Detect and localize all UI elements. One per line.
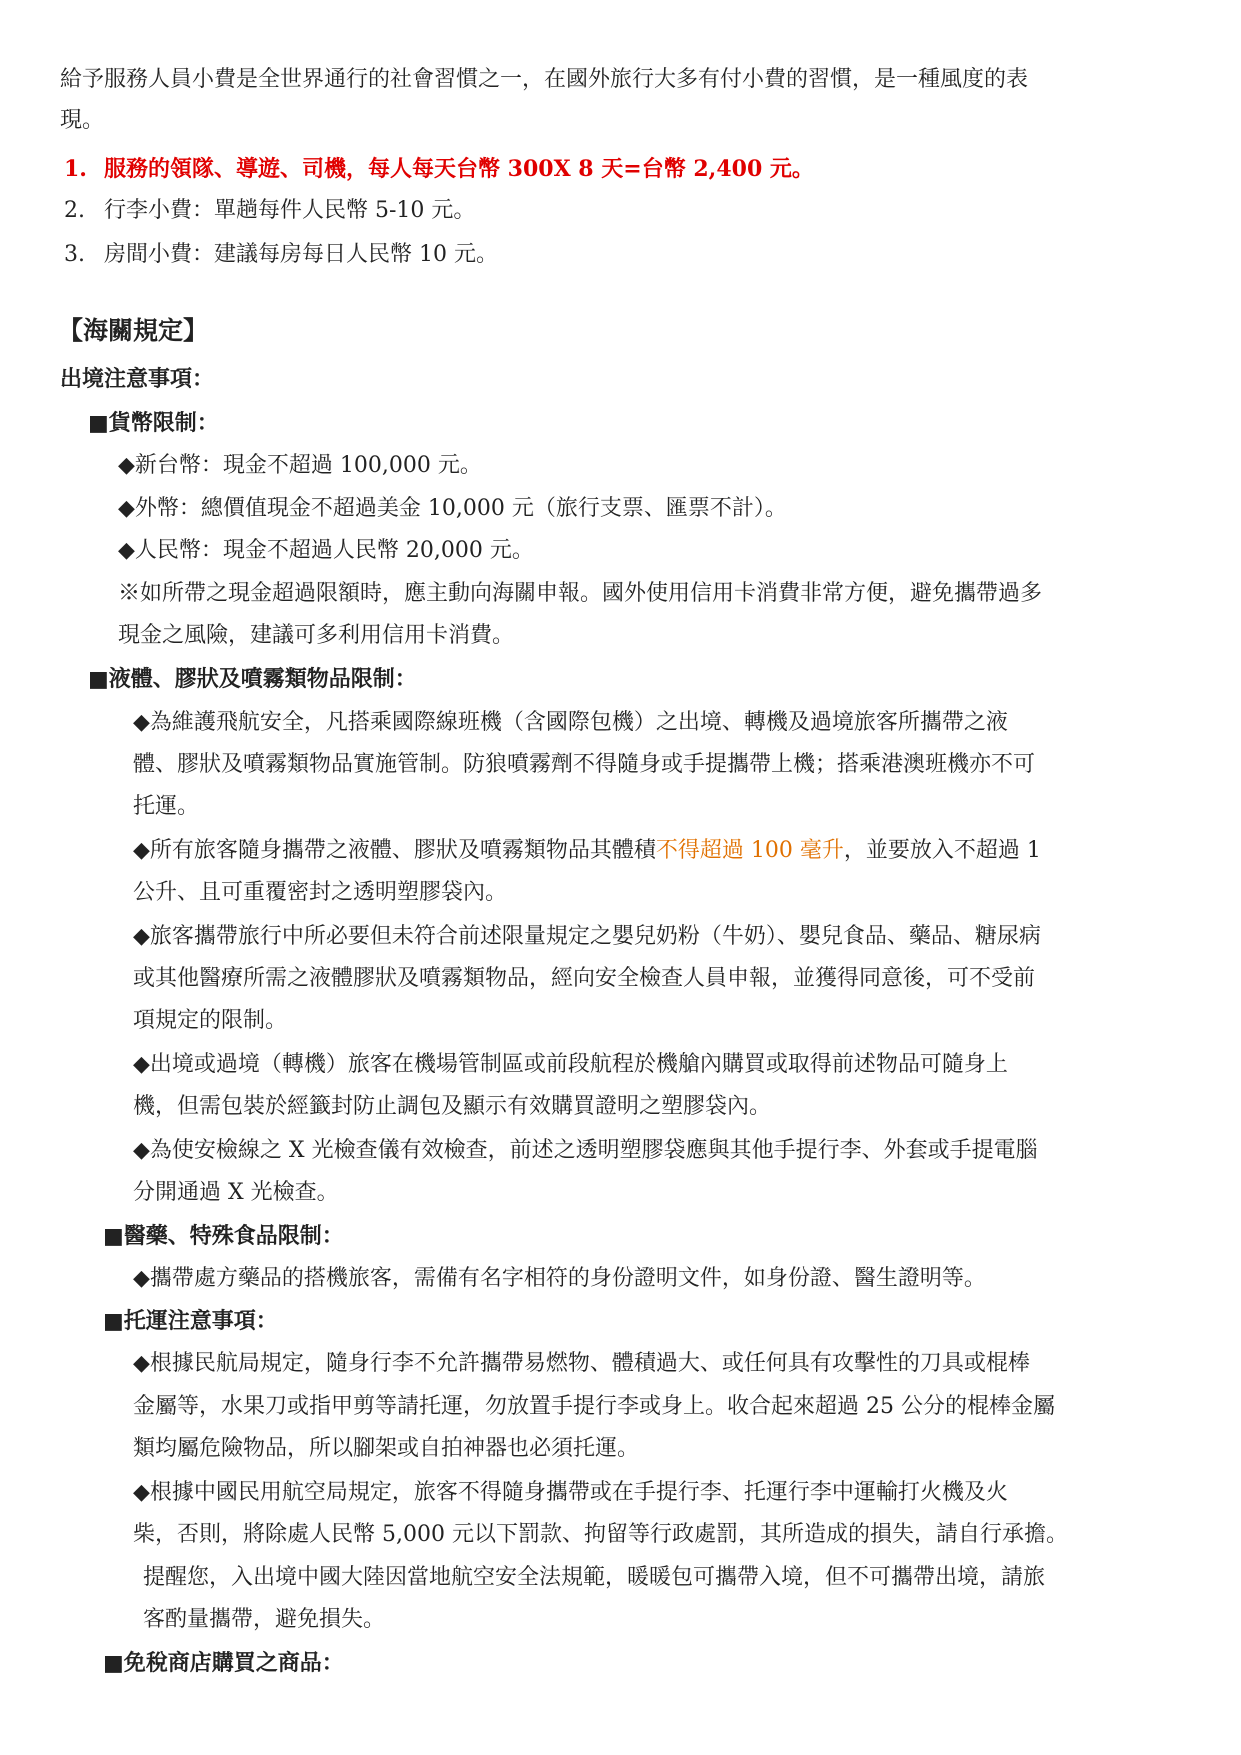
liquids-heading: ■液體、膠狀及噴霧類物品限制： — [88, 667, 417, 692]
medicine-item: ◆攜帶處方藥品的搭機旅客，需備有名字相符的身份證明文件，如身份證、醫生證明等。 — [133, 1266, 986, 1291]
currency-item-2: ◆外幣：總價值現金不超過美金 10,000 元（旅行支票、匯票不計）。 — [118, 496, 787, 521]
checkin-p2-line-2: 柴，否則，將除處人民幣 5,000 元以下罰款、拘留等行政處罰，其所造成的損失，請自行承擔。 — [133, 1522, 1068, 1547]
tip-item-2: 行李小費：單趟每件人民幣 5-10 元。 — [104, 198, 476, 223]
liquids-p1-line-3: 托運。 — [133, 794, 200, 819]
liquids-p3-line-1: ◆旅客攜帶旅行中所必要但未符合前述限量規定之嬰兒奶粉（牛奶）、嬰兒食品、藥品、糖尿病 — [133, 924, 1041, 949]
currency-item-3: ◆人民幣：現金不超過人民幣 20,000 元。 — [118, 538, 534, 563]
liquids-p5-line-2: 分開通過 X 光檢查。 — [133, 1180, 339, 1205]
tip-item-3: 房間小費：建議每房每日人民幣 10 元。 — [104, 242, 498, 267]
checkin-heading: ■托運注意事項： — [103, 1309, 278, 1334]
checkin-p2-line-1: ◆根據中國民用航空局規定，旅客不得隨身攜帶或在手提行李、托運行李中運輸打火機及火 — [133, 1480, 1008, 1505]
tip-number-2: 2. — [64, 198, 85, 223]
liquids-p2-pre: ◆所有旅客隨身攜帶之液體、膠狀及噴霧類物品其體積 — [133, 838, 656, 863]
liquids-p5-line-1: ◆為使安檢線之 X 光檢查儀有效檢查，前述之透明塑膠袋應與其他手提行李、外套或手提電腦 — [133, 1138, 1038, 1163]
currency-note-line-1: ※如所帶之現金超過限額時，應主動向海關申報。國外使用信用卡消費非常方便，避免攜帶過多 — [118, 581, 1043, 606]
liquids-volume-limit: 不得超過 100 毫升 — [655, 838, 844, 863]
liquids-p4-line-2: 機，但需包裝於經籤封防止調包及顯示有效購買證明之塑膠袋內。 — [133, 1094, 772, 1119]
currency-item-1: ◆新台幣：現金不超過 100,000 元。 — [118, 453, 482, 478]
liquids-p1-line-2: 體、膠狀及噴霧類物品實施管制。防狼噴霧劑不得隨身或手提攜帶上機；搭乘港澳班機亦不可 — [133, 752, 1036, 777]
checkin-p1-line-3: 類均屬危險物品，所以腳架或自拍神器也必須托運。 — [133, 1436, 640, 1461]
tip-number-1: 1. — [64, 156, 87, 182]
liquids-p3-line-2: 或其他醫療所需之液體膠狀及噴霧類物品，經向安全檢查人員申報，並獲得同意後，可不受前 — [133, 966, 1036, 991]
liquids-p2-post: ，並要放入不超過 1 — [843, 838, 1041, 863]
currency-note-line-2: 現金之風險，建議可多利用信用卡消費。 — [118, 623, 515, 648]
tip-item-1: 服務的領隊、導遊、司機，每人每天台幣 300X 8 天=台幣 2,400 元。 — [104, 156, 814, 182]
checkin-p2-line-3: 提醒您，入出境中國大陸因當地航空安全法規範，暖暖包可攜帶入境，但不可攜帶出境，請旅 — [143, 1565, 1046, 1590]
checkin-p2-line-4: 客酌量攜帶，避免損失。 — [143, 1607, 386, 1632]
liquids-p2-line-2: 公升、且可重覆密封之透明塑膠袋內。 — [133, 880, 508, 905]
customs-title: 【海關規定】 — [58, 316, 209, 345]
liquids-p2-line-1 — [133, 836, 1041, 866]
medicine-heading: ■醫藥、特殊食品限制： — [103, 1224, 344, 1249]
liquids-p4-line-1: ◆出境或過境（轉機）旅客在機場管制區或前段航程於機艙內購買或取得前述物品可隨身上 — [133, 1052, 1008, 1077]
intro-line-1: 給予服務人員小費是全世界通行的社會習慣之一，在國外旅行大多有付小費的習慣，是一種風度的表 — [60, 67, 1029, 92]
intro-line-2: 現。 — [60, 108, 105, 133]
checkin-p1-line-1: ◆根據民航局規定，隨身行李不允許攜帶易燃物、體積過大、或任何具有攻擊性的刀具或棍棒 — [133, 1351, 1030, 1376]
liquids-p1-line-1: ◆為維護飛航安全，凡搭乘國際線班機（含國際包機）之出境、轉機及過境旅客所攜帶之液 — [133, 710, 1008, 735]
checkin-p1-line-2: 金屬等，水果刀或指甲剪等請托運，勿放置手提行李或身上。收合起來超過 25 公分的棍棒金屬 — [133, 1394, 1055, 1419]
liquids-p3-line-3: 項規定的限制。 — [133, 1008, 288, 1033]
currency-heading: ■貨幣限制： — [88, 411, 219, 436]
tip-number-3: 3. — [64, 242, 85, 267]
dutyfree-heading: ■免稅商店購買之商品： — [103, 1651, 344, 1676]
departure-heading: 出境注意事項： — [60, 367, 215, 392]
